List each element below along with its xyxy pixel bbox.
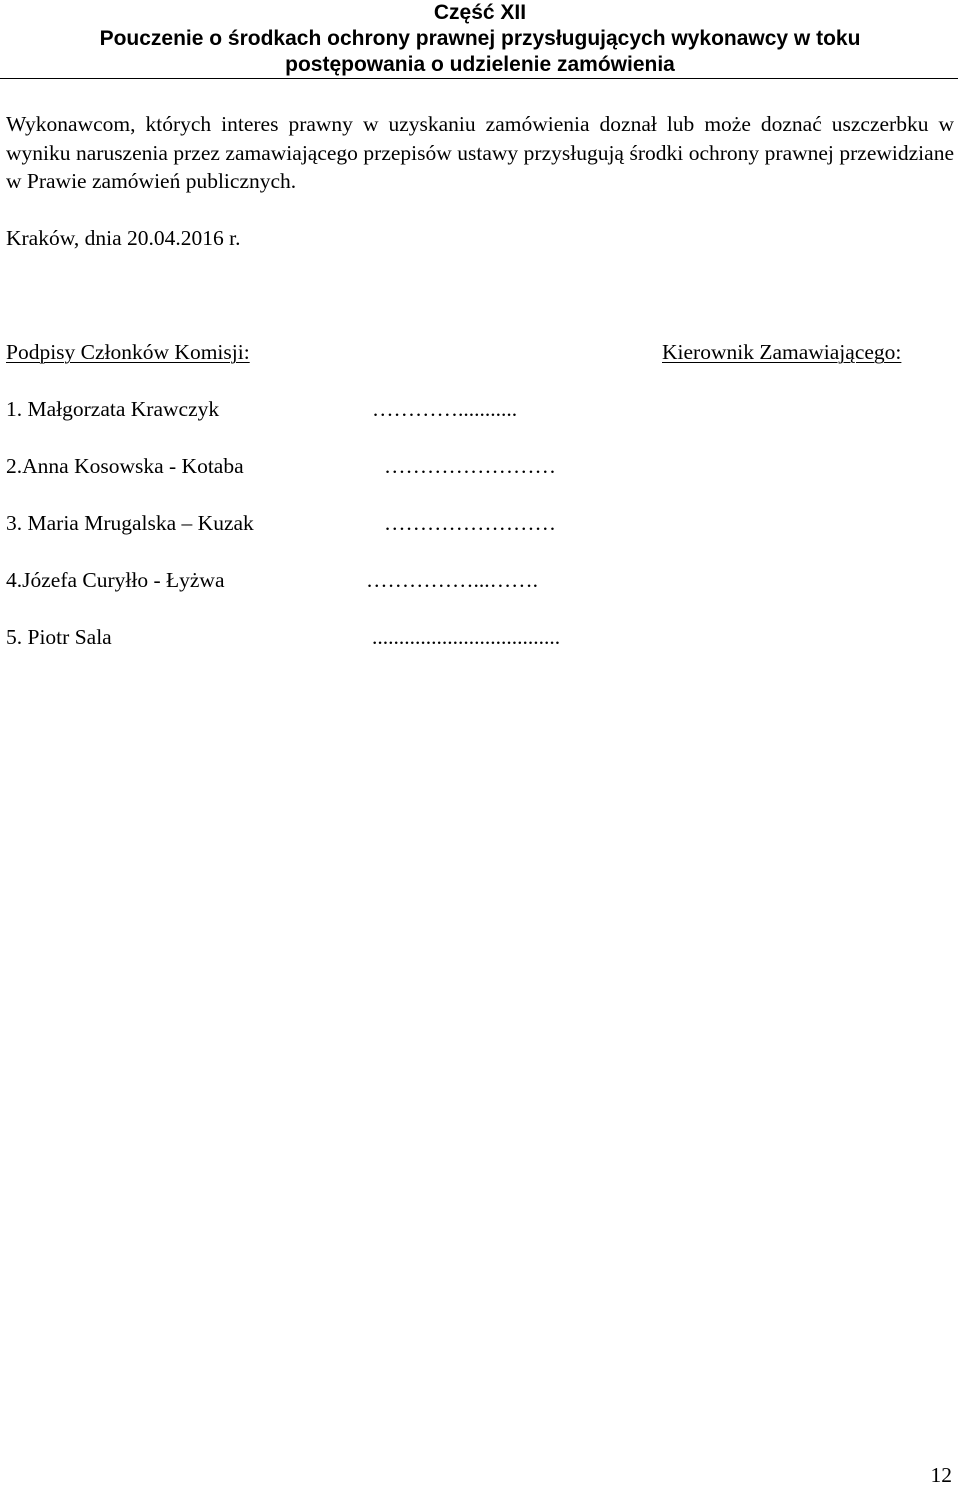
page-number: 12 [930,1463,952,1487]
signatory-name: 3. Maria Mrugalska – Kuzak [6,511,254,535]
contracting-head-label: Kierownik Zamawiającego: [662,340,902,364]
committee-signatures-label: Podpisy Członków Komisji: [6,340,250,364]
signature-line: ................................... [372,625,561,649]
section-subtitle-line-1: Pouczenie o środkach ochrony prawnej przysługujących wykonawcy w toku [99,27,861,50]
signature-line: …………........... [372,397,518,421]
signature-line: …………………… [384,454,556,478]
signatory-name: 4.Józefa Curyłło - Łyżwa [6,568,225,592]
signature-line: …………………… [384,511,556,535]
section-subtitle-line-2: postępowania o udzielenie zamówienia [285,53,675,76]
header-divider [0,78,958,79]
signatory-name: 1. Małgorzata Krawczyk [6,397,220,421]
signatory-name: 2.Anna Kosowska - Kotaba [6,454,244,478]
signature-line: ……………...……. [366,568,538,592]
signatory-name: 5. Piotr Sala [6,625,112,649]
part-title: Część XII [433,1,527,24]
place-and-date: Kraków, dnia 20.04.2016 r. [6,226,241,250]
legal-notice-paragraph: Wykonawcom, których interes prawny w uzyskaniu zamówienia doznał lub może doznać uszczerbku w wyniku naruszenia przez zamawiającego przepisów ustawy przysługują środki ochrony prawnej przewidziane w Prawie zamówień publicznych. [6,112,954,193]
